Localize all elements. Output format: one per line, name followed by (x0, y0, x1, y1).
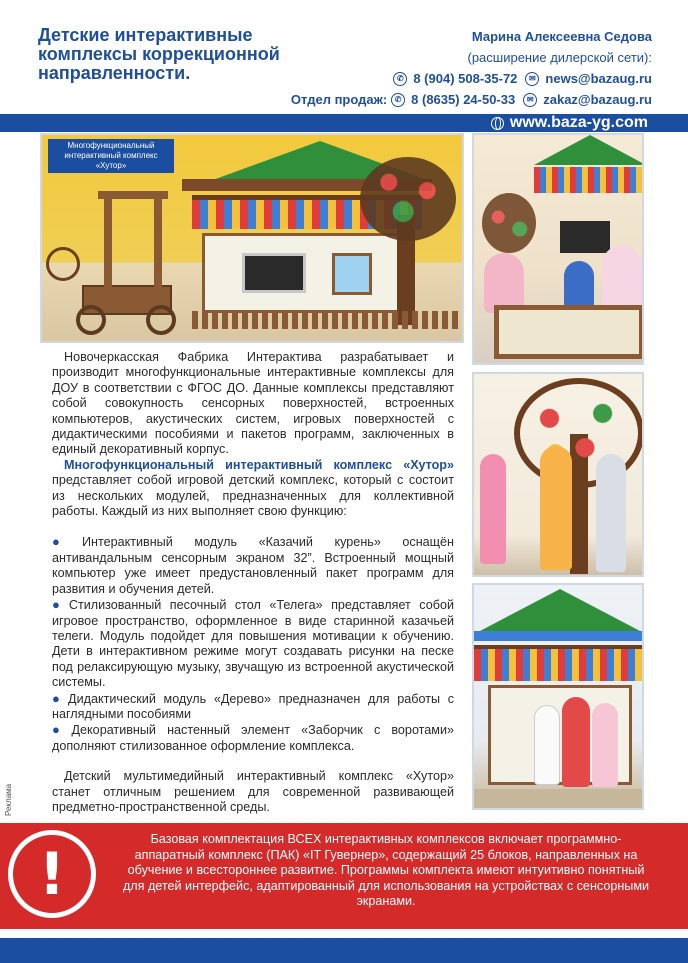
closing-paragraph: Детский мультимедийный интерактивный комплекс «Хутор» станет отличным решением для современной развивающей предметно-пространственной среды. (52, 769, 454, 814)
house-roof-eave (474, 631, 644, 641)
complex-description: представляет собой игровой детский комплекс, который с состоит из нескольких модулей, предназначенных для коллективной работы. Каждый из них выполняет свою функцию: (52, 473, 454, 519)
contact-name: Марина Алексеевна Седова (471, 29, 652, 44)
child (484, 253, 524, 313)
sales-label: Отдел продаж: (290, 92, 388, 107)
contact-row-1 (291, 68, 652, 89)
child (592, 703, 618, 787)
bullet-text: Декоративный настенный элемент «Заборчик с воротами» дополняют стилизованное оформление комплекса. (52, 723, 454, 753)
cart-wheel (76, 305, 106, 335)
bullet-dot-icon: ● (52, 722, 68, 738)
bullet-text: Стилизованный песочный стол «Телега» представляет собой игровое пространство, оформленное в виде старинной казачьей телеги. Модуль подойдет для повышения мотивации к обучению. Дети в интерактивном режиме могут создавать рисунки на песке под релаксирующую музыку, звучащую из встроенной акустической системы. (52, 598, 455, 690)
email-icon: ✉ (525, 72, 539, 86)
ad-label: Реклама (4, 783, 13, 816)
house-screen (242, 253, 306, 293)
contact-role: (расширение дилерской сети): (467, 50, 652, 65)
house-roof (480, 589, 640, 631)
side-photo-house (472, 583, 644, 810)
phone-icon: ✆ (393, 72, 407, 86)
globe-icon (491, 117, 504, 130)
article-body (52, 350, 454, 815)
bullet-dot-icon: ● (52, 690, 65, 706)
complex-paragraph (52, 458, 454, 520)
exclamation-icon: ! (8, 830, 96, 918)
photo-caption: Многофункциональный интерактивный комплекс «Хутор» (48, 139, 174, 173)
contact-block (291, 26, 652, 110)
bullet-text: Интерактивный модуль «Казачий курень» оснащён антивандальным сенсорным экраном 32”. Встроенный мощный компьютер уже имеет предустановленный пакет программ для развития и обучения детей. (52, 535, 454, 596)
child (540, 446, 572, 570)
fence (192, 311, 462, 329)
gate-post (154, 191, 162, 287)
bullet-dot-icon: ● (52, 534, 78, 550)
bullet-item (52, 534, 454, 597)
main-photo (40, 133, 464, 343)
phone-icon: ✆ (391, 93, 405, 107)
website-link[interactable] (491, 114, 648, 132)
gate-post (104, 191, 112, 287)
email-2[interactable]: zakaz@bazaug.ru (543, 92, 652, 107)
child (534, 705, 560, 785)
complex-heading: Многофункциональный интерактивный комплекс «Хутор» (64, 457, 454, 472)
house-screen (560, 221, 610, 253)
side-photo-sand-table (472, 133, 644, 365)
bullet-item (52, 597, 454, 690)
side-photo-tree (472, 372, 644, 577)
child (564, 261, 594, 309)
footer-band (0, 938, 688, 963)
sand-table (494, 305, 644, 359)
house-balcony (534, 167, 644, 193)
spinning-wheel (46, 247, 80, 281)
bullet-item (52, 722, 454, 754)
email-1[interactable]: news@bazaug.ru (545, 71, 652, 86)
house-wall (202, 233, 412, 313)
bullet-dot-icon: ● (52, 597, 65, 613)
cart-wheel (146, 305, 176, 335)
email-icon: ✉ (523, 93, 537, 107)
tree-crown (482, 193, 536, 253)
house-roof (534, 135, 644, 165)
tree-crown (360, 157, 456, 241)
notice-text: Базовая комплектация ВСЕХ интерактивных комплексов включает программно-аппаратный комплекс (ПАК) «IT Гувернер», содержащий 25 блоков, направленных на обучение и всестороннее развитие. Программы комплекта имеют интуитивно понятный для детей интерфейс, адаптированный для использования на устройствах с сенсорными экранами. (122, 832, 650, 908)
bullet-text: Дидактический модуль «Дерево» предназначен для работы с наглядными пособиями (52, 691, 454, 721)
phone-1[interactable]: 8 (904) 508-35-72 (413, 71, 518, 86)
phone-2[interactable]: 8 (8635) 24-50-33 (411, 92, 516, 107)
child (480, 454, 506, 564)
house-balcony (474, 645, 644, 681)
website-text[interactable]: www.baza-yg.com (509, 114, 648, 131)
house-window (332, 253, 372, 295)
child (596, 454, 626, 572)
intro-paragraph: Новочеркасская Фабрика Интерактива разрабатывает и производит многофункциональные интерактивные комплексы для ДОУ в соответствии с ФГОС ДО. Данные комплексы представляют собой совокупность сенсорных поверхностей, встроенных компьютеров, акустических систем, игровых поверхностей с дидактическими пособиями и пакетов программ, заключенных в единый декоративный корпус. (52, 350, 454, 457)
floor (474, 789, 644, 810)
page-title: Детские интерактивные комплексы коррекционной направленности. (38, 25, 280, 83)
child (562, 697, 590, 787)
bullet-item (52, 691, 454, 723)
contact-row-2 (291, 89, 652, 110)
